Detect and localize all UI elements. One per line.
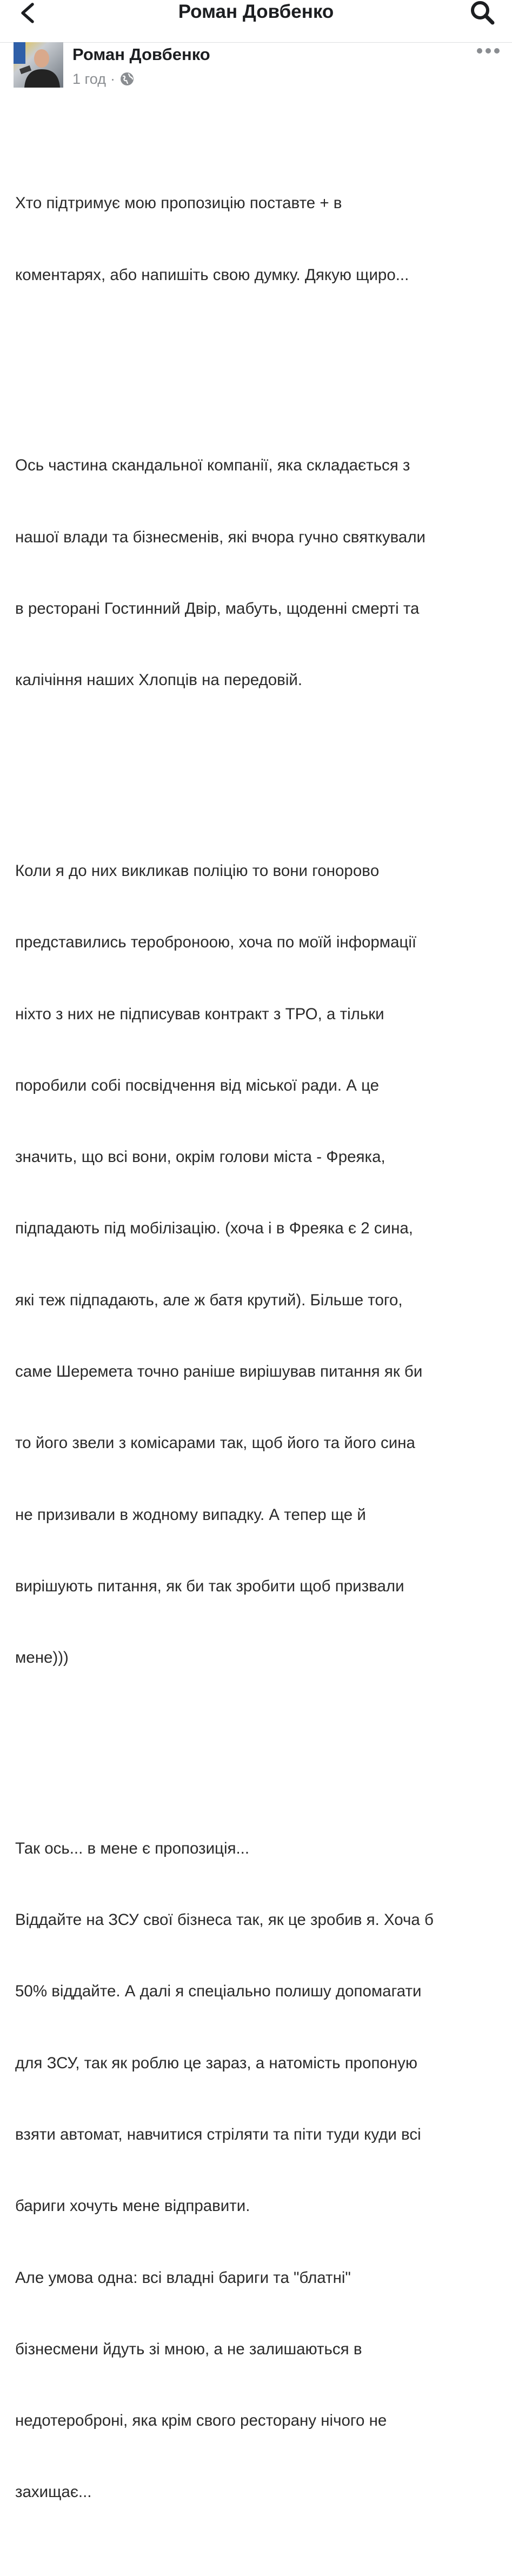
text-line: Коли я до них викликав поліцію то вони гоноровo: [15, 862, 380, 880]
author-name[interactable]: Роман Довбенко: [72, 45, 210, 64]
text-line: Але умова одна: всі владні бариги та "блатні": [15, 2268, 351, 2287]
text-line: то його звели з комісарами так, щоб його та його сина: [15, 1434, 415, 1452]
top-navigation-bar: [0, 0, 512, 43]
search-icon: [468, 0, 498, 26]
text-line: поробили собі посвідчення від міської ради. А це: [15, 1076, 380, 1094]
post-paragraph: [15, 812, 504, 1718]
page-title: Роман Довбенко: [178, 1, 334, 22]
search-button[interactable]: [468, 0, 498, 26]
post-meta: [72, 69, 135, 89]
meta-separator: ·: [110, 70, 115, 87]
more-options-button[interactable]: [476, 44, 501, 57]
text-line: представились тероброноою, хоча по моїй інформації: [15, 933, 417, 952]
text-line: Хто підтримує мою пропозицію поставте + в: [15, 194, 342, 213]
text-line: вирішують питання, як би так зробити щоб призвали: [15, 1577, 404, 1595]
post-paragraph: [15, 144, 504, 335]
more-horizontal-icon: [476, 44, 501, 57]
text-line: значить, що всі вони, окрім голови міста - Фреяка,: [15, 1148, 385, 1166]
text-line: підпадають під мобілізацію. (хоча і в Фреяка є 2 сина,: [15, 1219, 413, 1238]
globe-icon[interactable]: [119, 71, 135, 87]
text-line: Так ось... в мене є пропозиція...: [15, 1839, 250, 1857]
text-line: в ресторані Гостинний Двір, мабуть, щоденні смерті та: [15, 599, 420, 618]
profile-photo: [14, 42, 63, 88]
text-line: мене))): [15, 1649, 69, 1667]
text-line: ніхто з них не підписував контракт з ТРО, а тільки: [15, 1005, 384, 1023]
text-line: Віддайте на ЗСУ свої бізнеса так, як це зробив я. Хоча б: [15, 1911, 434, 1929]
text-line: 50% віддайте. А далі я спеціально полишу допомагати: [15, 1982, 422, 2001]
text-line: для ЗСУ, так як роблю це зараз, а натомість пропоную: [15, 2054, 418, 2072]
text-line: які теж підпадають, але ж батя крутий). Більше того,: [15, 1291, 403, 1309]
post-text: [15, 96, 504, 2576]
text-line: бізнесмени йдуть зі мною, а не залишаються в: [15, 2340, 362, 2358]
text-line: бариги хочуть мене відправити.: [15, 2197, 250, 2215]
text-line: захищає...: [15, 2483, 92, 2501]
text-line: коментарях, або напишіть свою думку. Дякую щиро...: [15, 265, 409, 284]
text-line: недотероброні, яка крім свого ресторану нічого не: [15, 2412, 387, 2430]
text-line: не призивали в жодному випадку. А тепер ще й: [15, 1505, 366, 1524]
post-paragraph: [15, 1789, 504, 2552]
post-header: [0, 42, 512, 92]
text-line: калічіння наших Хлопців на передовій.: [15, 671, 303, 689]
text-line: саме Шеремета точно раніше вирішував питання як би: [15, 1362, 423, 1380]
avatar[interactable]: [14, 42, 63, 88]
post-paragraph: [15, 406, 504, 740]
text-line: Ось частина скандальної компанії, яка складається з: [15, 456, 410, 475]
post-time[interactable]: 1 год: [72, 70, 106, 87]
text-line: взяти автомат, навчитися стріляти та піти туди куди всі: [15, 2125, 421, 2143]
text-line: нашої влади та бізнесменів, які вчора гучно святкували: [15, 528, 426, 546]
